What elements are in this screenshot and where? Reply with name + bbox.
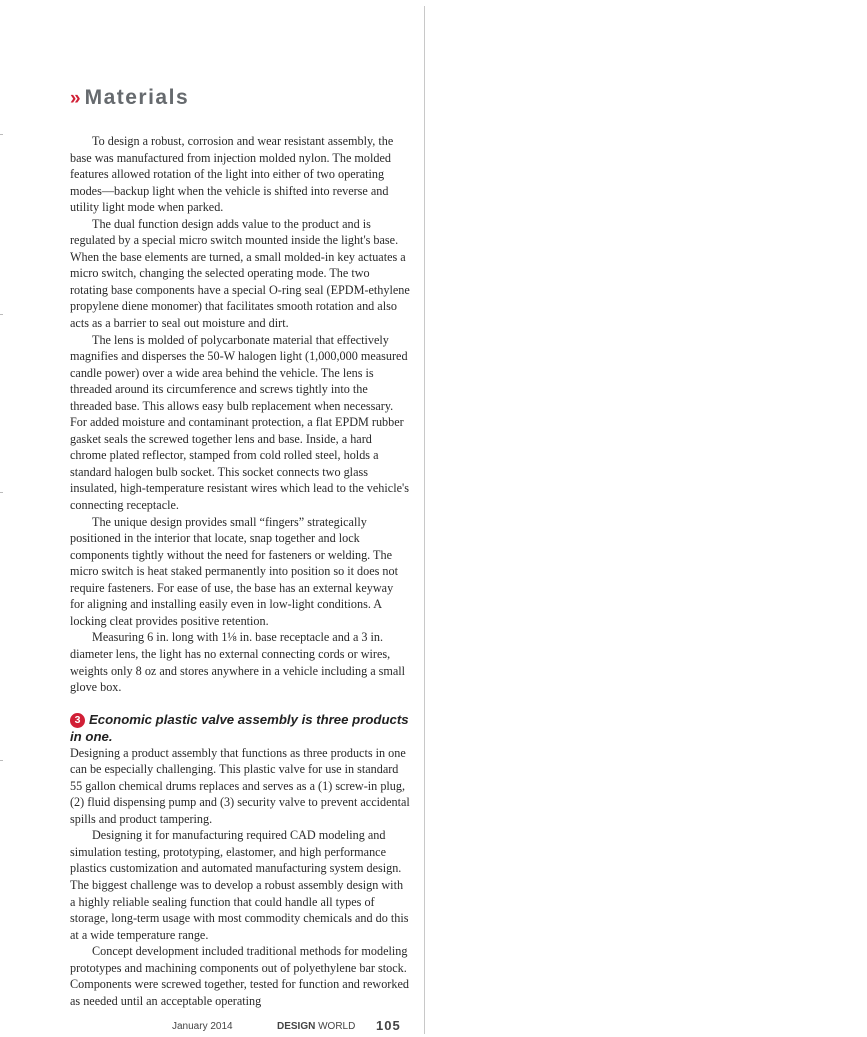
page-number: 105 <box>376 1018 401 1033</box>
body-paragraph: Designing it for manufacturing required CAD modeling and simulation testing, prototyping, elastomer, and high performance plastics customization and automated manufacturing system design. The biggest challenge was to develop a robust assembly design with a highly reliable sealing function that could handle all types of storage, long-term usage with most commodity chemicals and do this at a wide temperature range. <box>70 828 409 942</box>
section-title: Materials <box>84 86 190 109</box>
margin-tick <box>0 134 3 135</box>
issue-date: January 2014 <box>172 1021 233 1032</box>
margin-tick <box>0 492 3 493</box>
body-paragraph: Concept development included traditional methods for modeling prototypes and machining components out of polyethylene bar stock. Components were screwed together, tested for function and reworked as needed until an acceptable operating <box>70 944 409 1008</box>
double-chevron-icon: » <box>70 88 79 109</box>
body-paragraph: To design a robust, corrosion and wear resistant assembly, the base was manufactured from injection molded nylon. The molded features allowed rotation of the light into either of two operating modes—backup light when the vehicle is shifted into reverse and utility light mode when parked. <box>70 134 394 215</box>
publication-name-rest: WORLD <box>315 1021 356 1032</box>
publication-name-bold: DESIGN <box>277 1021 316 1032</box>
article-column <box>70 133 410 1009</box>
margin-tick <box>0 760 3 761</box>
publication-name <box>277 1021 355 1032</box>
section-heading <box>70 86 189 110</box>
column-divider <box>424 6 425 1034</box>
article-subheading <box>70 711 410 745</box>
body-paragraph: The lens is molded of polycarbonate material that effectively magnifies and disperses the 50-W halogen light (1,000,000 measured candle power) over a wide area behind the vehicle. The lens is threaded around its circumference and screws tightly into the threaded base. This allows easy bulb replacement when necessary. For added moisture and contaminant protection, a flat EPDM rubber gasket seals the screwed together lens and base. Inside, a hard chrome plated reflector, stamped from cold rolled steel, holds a standard halogen bulb socket. This socket connects two glass insulated, high-temperature resistant wires which lead to the vehicle's connecting receptacle. <box>70 332 409 513</box>
body-paragraph: Measuring 6 in. long with 1⅛ in. base receptacle and a 3 in. diameter lens, the light has no external connecting cords or wires, weights only 8 oz and stores anywhere in a vehicle including a small glove box. <box>70 630 406 695</box>
body-paragraph: Designing a product assembly that functions as three products in one can be especially challenging. This plastic valve for use in standard 55 gallon chemical drums replaces and serves as a (1) screw-in plug, (2) fluid dispensing pump and (3) security valve to prevent accidental spills and product tampering. <box>70 745 410 826</box>
margin-tick <box>0 314 3 315</box>
subheading-text: Economic plastic valve assembly is three products in one. <box>70 711 409 744</box>
number-badge: 3 <box>70 713 85 728</box>
body-paragraph: The dual function design adds value to the product and is regulated by a special micro switch mounted inside the light's base. When the base elements are turned, a small molded-in key actuates a micro switch, changing the selected operating mode. The two rotating base components have a special O-ring seal (EPDM-ethylene propylene diene monomer) that facilitates smooth rotation and also acts as a barrier to seal out moisture and dirt. <box>70 216 410 331</box>
body-paragraph: The unique design provides small “fingers” strategically positioned in the interior that locate, snap together and lock components tightly without the need for fasteners or welding. The micro switch is heat staked permanently into position so it does not require fasteners. For ease of use, the base has an external keyway for aligning and installing easily even in low-light conditions. A locking cleat provides positive retention. <box>70 514 398 628</box>
